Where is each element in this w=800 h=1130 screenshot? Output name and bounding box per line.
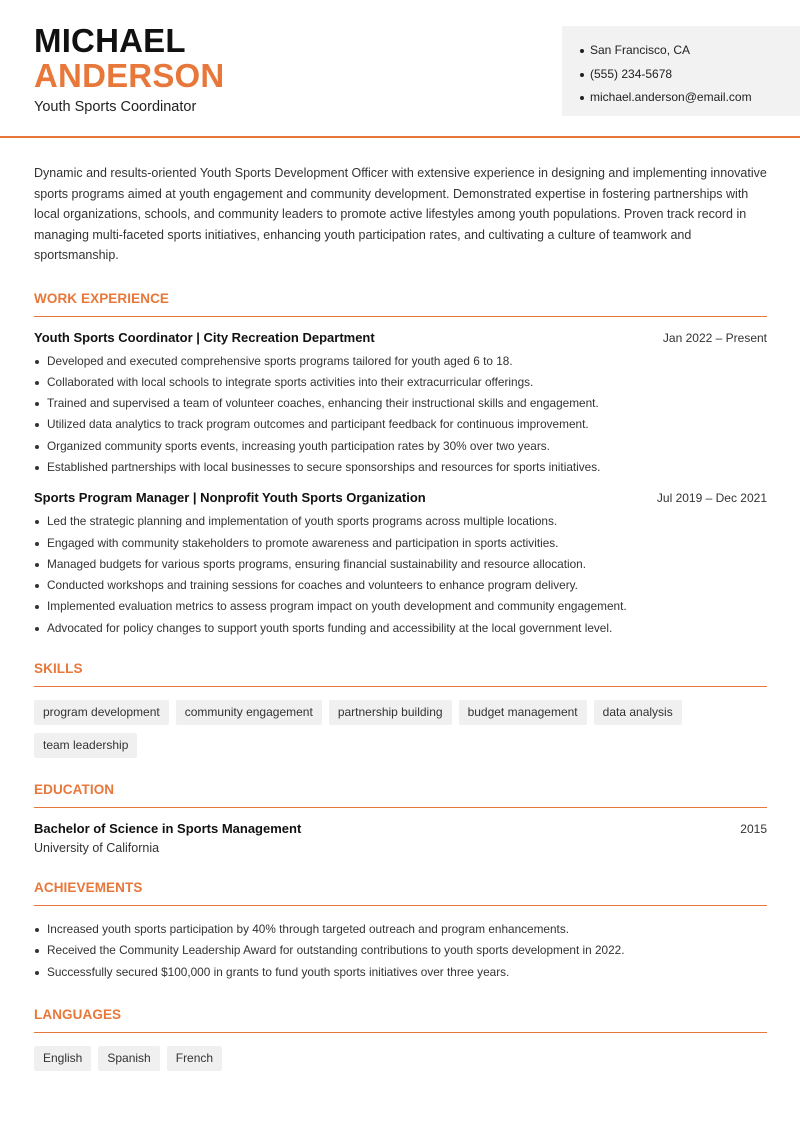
skills-section xyxy=(34,661,767,758)
job-bullet: Trained and supervised a team of volunteer coaches, enhancing their instructional skills and engagement. xyxy=(34,393,767,414)
graduation-year: 2015 xyxy=(740,822,767,837)
resume-header xyxy=(0,0,800,138)
skill-tag: community engagement xyxy=(176,700,322,725)
candidate-name xyxy=(34,23,224,93)
languages-list xyxy=(34,1046,767,1071)
language-tag: French xyxy=(167,1046,222,1071)
skills-list xyxy=(34,700,767,758)
job-bullet: Collaborated with local schools to integrate sports activities into their extracurricular offerings. xyxy=(34,372,767,393)
job-title: Youth Sports Coordinator xyxy=(34,99,197,115)
achievement-item: Successfully secured $100,000 in grants to fund youth sports initiatives over three years. xyxy=(34,962,767,983)
section-heading: LANGUAGES xyxy=(34,1007,767,1033)
section-heading: WORK EXPERIENCE xyxy=(34,291,767,317)
job-entry xyxy=(34,490,767,639)
section-heading: EDUCATION xyxy=(34,782,767,808)
skill-tag: team leadership xyxy=(34,733,137,758)
job-bullet: Advocated for policy changes to support youth sports funding and accessibility at the local government level. xyxy=(34,618,767,639)
section-heading: SKILLS xyxy=(34,661,767,687)
job-bullet: Implemented evaluation metrics to assess program impact on youth development and community engagement. xyxy=(34,596,767,617)
summary-paragraph: Dynamic and results-oriented Youth Sports Development Officer with extensive experience in designing and implementing innovative sports programs aimed at youth engagement and community development. Demonstrated expertise in fostering partnerships with local organizations, schools, and community leaders to promote active lifestyles among youth populations. Proven track record in managing multi-faceted sports initiatives, enhancing youth participation rates, and cultivating a culture of teamwork and sportsmanship. xyxy=(34,166,767,262)
skill-tag: program development xyxy=(34,700,169,725)
degree: Bachelor of Science in Sports Management xyxy=(34,821,302,837)
skill-tag: budget management xyxy=(459,700,587,725)
work-experience-section xyxy=(34,291,767,640)
job-bullet: Organized community sports events, increasing youth participation rates by 30% over two years. xyxy=(34,436,767,457)
job-bullet: Utilized data analytics to track program outcomes and participant feedback for continuous improvement. xyxy=(34,414,767,435)
language-tag: English xyxy=(34,1046,91,1071)
job-date: Jul 2019 – Dec 2021 xyxy=(656,491,767,506)
languages-section xyxy=(34,1007,767,1071)
language-tag: Spanish xyxy=(98,1046,159,1071)
job-bullet: Established partnerships with local businesses to secure sponsorships and resources for sports initiatives. xyxy=(34,457,767,478)
job-role: Youth Sports Coordinator | City Recreation Department xyxy=(34,329,375,345)
last-name: ANDERSON xyxy=(34,57,225,94)
resume-body xyxy=(34,163,767,1071)
first-name: MICHAEL xyxy=(34,22,186,59)
job-date: Jan 2022 – Present xyxy=(662,330,767,345)
job-entry xyxy=(34,330,767,479)
achievements-section xyxy=(34,880,767,983)
achievement-item: Received the Community Leadership Award for outstanding contributions to youth sports development in 2022. xyxy=(34,940,767,961)
school: University of California xyxy=(34,841,160,856)
skill-tag: partnership building xyxy=(329,700,452,725)
job-bullet: Managed budgets for various sports programs, ensuring financial sustainability and resource allocation. xyxy=(34,554,767,575)
achievement-item: Increased youth sports participation by 40% through targeted outreach and program enhancements. xyxy=(34,919,767,940)
job-bullet: Led the strategic planning and implementation of youth sports programs across multiple locations. xyxy=(34,511,767,532)
job-bullet: Developed and executed comprehensive sports programs tailored for youth aged 6 to 18. xyxy=(34,351,767,372)
contact-box xyxy=(562,26,800,116)
job-bullet: Engaged with community stakeholders to promote awareness and participation in sports activities. xyxy=(34,533,767,554)
contact-email: michael.anderson@email.com xyxy=(580,86,800,110)
job-role: Sports Program Manager | Nonprofit Youth Sports Organization xyxy=(34,490,426,506)
contact-location: San Francisco, CA xyxy=(580,39,800,63)
education-section xyxy=(34,782,767,855)
job-bullet: Conducted workshops and training sessions for coaches and volunteers to enhance program delivery. xyxy=(34,575,767,596)
contact-phone: (555) 234-5678 xyxy=(580,63,800,87)
section-heading: ACHIEVEMENTS xyxy=(34,880,767,906)
skill-tag: data analysis xyxy=(594,700,682,725)
